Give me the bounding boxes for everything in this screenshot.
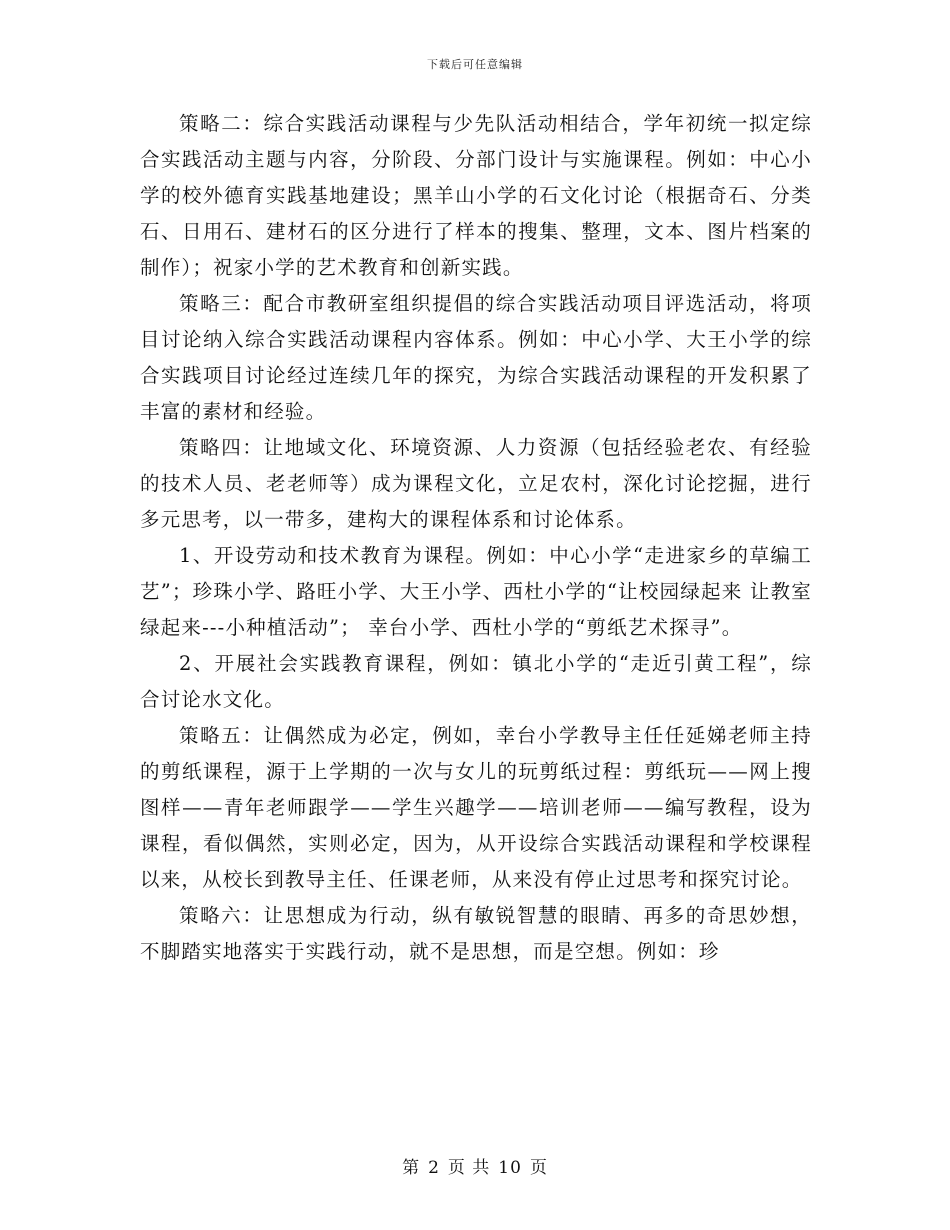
footer-suffix: 页 [529, 1158, 548, 1178]
page-footer [0, 1153, 950, 1178]
paragraph-strategy-3: 策略三：配合市教研室组织提倡的综合实践活动项目评选活动，将项目讨论纳入综合实践活动课程内容体系。例如：中心小学、大王小学的综合实践项目讨论经过连续几年的探究，为综合实践活动课程的开发积累了丰富的素材和经验。 [140, 292, 812, 423]
footer-middle: 页 共 [447, 1158, 491, 1178]
footer-prefix: 第 [402, 1158, 421, 1178]
paragraph-item-1: 1、开设劳动和技术教育为课程。例如：中心小学“走进家乡的草编工艺”；珍珠小学、路旺小学、大王小学、西杜小学的“让校园绿起来 让教室绿起来---小种植活动”； 幸台小学、西杜小学的“剪纸艺术探寻”。 [140, 544, 812, 639]
current-page-number: 2 [428, 1158, 440, 1178]
total-page-count: 10 [498, 1158, 522, 1178]
paragraph-item-2: 2、开展社会实践教育课程，例如：镇北小学的“走近引黄工程”，综合讨论水文化。 [140, 652, 812, 711]
document-body [140, 106, 812, 970]
paragraph-strategy-6: 策略六：让思想成为行动，纵有敏锐智慧的眼睛、再多的奇思妙想，不脚踏实地落实于实践行动，就不是思想，而是空想。例如：珍 [140, 904, 812, 963]
page-header-note: 下载后可任意编辑 [427, 58, 523, 71]
paragraph-strategy-4: 策略四：让地域文化、环境资源、人力资源（包括经验老农、有经验的技术人员、老老师等）成为课程文化，立足农村，深化讨论挖掘，进行多元思考，以一带多，建构大的课程体系和讨论体系。 [140, 436, 812, 531]
paragraph-strategy-5: 策略五：让偶然成为必定，例如，幸台小学教导主任任延娣老师主持的剪纸课程，源于上学期的一次与女儿的玩剪纸过程：剪纸玩——网上搜图样——青年老师跟学——学生兴趣学——培训老师——编写教程，设为课程，看似偶然，实则必定，因为，从开设综合实践活动课程和学校课程以来，从校长到教导主任、任课老师，从来没有停止过思考和探究讨论。 [140, 724, 812, 891]
paragraph-strategy-2: 策略二：综合实践活动课程与少先队活动相结合，学年初统一拟定综合实践活动主题与内容，分阶段、分部门设计与实施课程。例如：中心小学的校外德育实践基地建设；黑羊山小学的石文化讨论（根据奇石、分类石、日用石、建材石的区分进行了样本的搜集、整理，文本、图片档案的制作）；祝家小学的艺术教育和创新实践。 [140, 112, 812, 279]
